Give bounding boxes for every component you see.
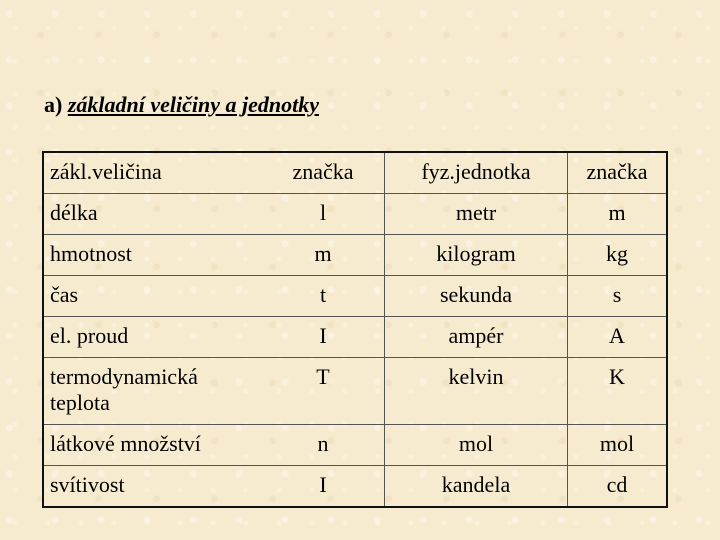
- quantity-symbol-cell: t: [262, 276, 385, 317]
- quantity-cell: čas: [43, 276, 262, 317]
- unit-symbol-cell: A: [568, 317, 668, 358]
- unit-symbol-cell: cd: [606, 472, 628, 497]
- header-unit-symbol: značka: [568, 152, 668, 194]
- section-title: základní veličiny a jednotky: [67, 92, 319, 117]
- quantity-symbol-cell: n: [262, 425, 385, 466]
- quantity-cell: svítivost: [50, 472, 125, 497]
- unit-cell: ampér: [385, 317, 568, 358]
- unit-symbol-cell: m: [568, 194, 668, 235]
- unit-symbol-cell: kg: [568, 235, 668, 276]
- unit-symbol-cell: s: [568, 276, 668, 317]
- unit-cell: metr: [385, 194, 568, 235]
- section-heading: [44, 92, 319, 118]
- table-row: [43, 317, 667, 358]
- quantity-cell: el. proud: [43, 317, 262, 358]
- quantity-symbol-cell: I: [262, 466, 385, 508]
- quantity-symbol-cell: T: [262, 358, 385, 425]
- unit-cell: kilogram: [385, 235, 568, 276]
- unit-cell: kelvin: [385, 358, 568, 425]
- quantity-symbol-cell: l: [262, 194, 385, 235]
- table-row: [43, 425, 667, 466]
- quantity-cell: hmotnost: [43, 235, 262, 276]
- unit-symbol-cell: mol: [568, 425, 668, 466]
- table-row: [43, 466, 667, 508]
- table-row: [43, 194, 667, 235]
- quantity-cell: termodynamická teplota: [43, 358, 262, 425]
- table-header-row: [43, 152, 667, 194]
- unit-cell: kandela: [385, 466, 568, 508]
- quantity-symbol-cell: m: [262, 235, 385, 276]
- table-row: [43, 276, 667, 317]
- table-row: [43, 235, 667, 276]
- quantity-cell: délka: [43, 194, 262, 235]
- header-unit: fyz.jednotka: [385, 152, 568, 194]
- quantity-cell: látkové množství: [43, 425, 262, 466]
- unit-cell: mol: [385, 425, 568, 466]
- header-quantity-symbol: značka: [262, 152, 385, 194]
- units-table: [42, 151, 668, 508]
- header-quantity: zákl.veličina: [43, 152, 262, 194]
- unit-symbol-cell: K: [568, 358, 668, 425]
- section-prefix: a): [44, 92, 63, 117]
- unit-cell: sekunda: [385, 276, 568, 317]
- table-row: [43, 358, 667, 425]
- quantity-symbol-cell: I: [262, 317, 385, 358]
